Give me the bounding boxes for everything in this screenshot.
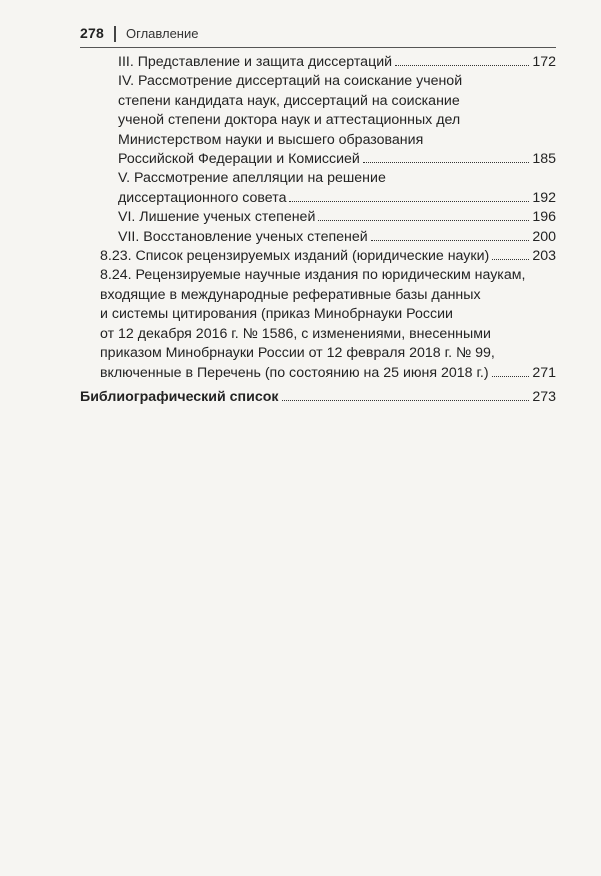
toc-entry-title: VII. Восстановление ученых степеней	[118, 228, 368, 245]
dot-leader	[289, 201, 529, 202]
toc-entry-title-line: степени кандидата наук, диссертаций на соискание	[118, 92, 460, 109]
toc-entry-title-line: Российской Федерации и Комиссией	[118, 151, 360, 168]
dot-leader	[282, 400, 530, 401]
toc-entry-page: 185	[532, 151, 556, 168]
dot-leader	[363, 162, 529, 163]
toc-entry-iii[interactable]	[80, 53, 556, 72]
toc-entry-page: 200	[532, 228, 556, 245]
toc-entry-title-line: V. Рассмотрение апелляции на решение	[118, 170, 386, 187]
table-of-contents	[80, 53, 556, 407]
toc-entry-page: 203	[532, 248, 556, 265]
toc-entry-page: 192	[532, 189, 556, 206]
toc-entry-bibliography[interactable]	[80, 388, 556, 407]
running-header	[80, 25, 556, 48]
toc-entry-vi[interactable]	[80, 208, 556, 227]
toc-entry-title-line: ученой степени доктора наук и аттестационных дел	[118, 112, 461, 129]
running-title: Оглавление	[126, 26, 199, 41]
page-number: 278	[80, 25, 104, 41]
toc-entry-title-line: IV. Рассмотрение диссертаций на соискание ученой	[118, 73, 463, 90]
dot-leader	[395, 65, 529, 66]
dot-leader	[492, 376, 530, 377]
toc-entry-page: 273	[532, 388, 556, 405]
toc-entry-title: 8.23. Список рецензируемых изданий (юридические науки)	[100, 248, 490, 265]
header-separator	[114, 26, 116, 42]
toc-entry-title-line: включенные в Перечень (по состоянию на 25 июня 2018 г.)	[100, 364, 489, 381]
toc-entry-title-line: приказом Минобрнауки России от 12 февраля 2018 г. № 99,	[100, 345, 495, 362]
toc-entry-title: Библиографический список	[80, 388, 279, 405]
toc-entry-vii[interactable]	[80, 228, 556, 247]
toc-entry-title-line: Министерством науки и высшего образования	[118, 131, 424, 148]
toc-entry-8-23[interactable]	[80, 247, 556, 266]
dot-leader	[492, 259, 529, 260]
toc-entry-iv[interactable]	[80, 72, 556, 169]
toc-entry-page: 196	[532, 209, 556, 226]
toc-entry-title-line: и системы цитирования (приказ Минобрнауки России	[100, 306, 453, 323]
toc-entry-title-line: 8.24. Рецензируемые научные издания по юридическим наукам,	[100, 267, 526, 284]
toc-entry-title: III. Представление и защита диссертаций	[118, 54, 393, 70]
dot-leader	[371, 240, 530, 241]
toc-entry-v[interactable]	[80, 169, 556, 208]
dot-leader	[318, 220, 529, 221]
toc-entry-page: 172	[532, 54, 556, 70]
toc-entry-8-24[interactable]	[80, 266, 556, 382]
toc-entry-page: 271	[532, 364, 556, 381]
toc-entry-title-line: диссертационного совета	[118, 189, 287, 206]
toc-entry-title-line: входящие в международные реферативные базы данных	[100, 286, 481, 303]
toc-entry-title-line: от 12 декабря 2016 г. № 1586, с изменениями, внесенными	[100, 325, 491, 342]
toc-entry-title: VI. Лишение ученых степеней	[118, 209, 316, 226]
